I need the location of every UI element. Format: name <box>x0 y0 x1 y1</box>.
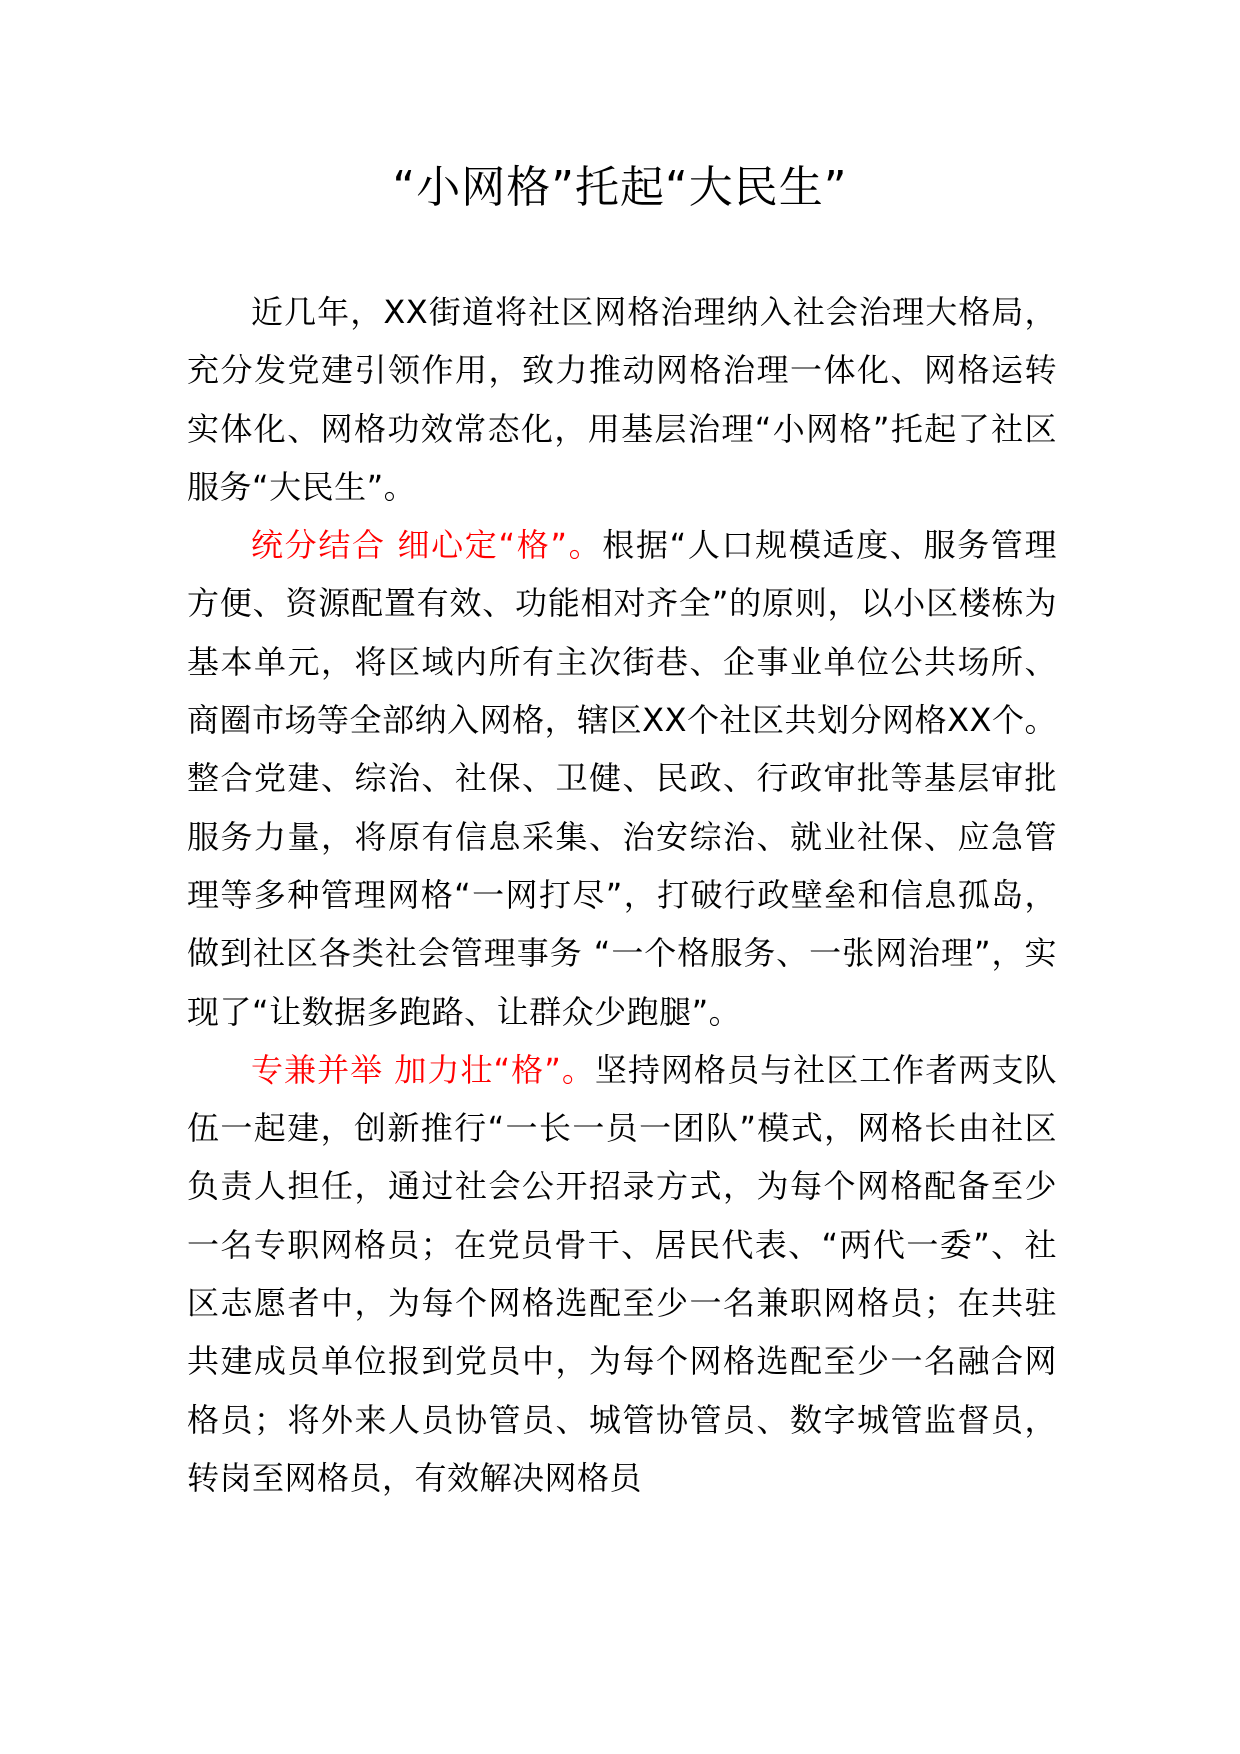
paragraph-section-1 <box>187 516 1057 1041</box>
document-title: “小网格”托起“大民生” <box>392 162 848 213</box>
paragraph-intro-text: 近几年，XX街道将社区网格治理纳入社会治理大格局，充分发党建引领作用，致力推动网格治理一体化、网格运转实体化、网格功效常态化，用基层治理“小网格”托起了社区服务“大民生”。 <box>187 293 1057 506</box>
document-body <box>187 283 1057 1507</box>
paragraph-section-2 <box>187 1041 1057 1507</box>
paragraph-intro <box>187 283 1057 516</box>
section-heading-1: 统分结合 细心定“格”。 <box>251 526 603 565</box>
paragraph-section-2-text: 坚持网格员与社区工作者两支队伍一起建，创新推行“一长一员一团队”模式，网格长由社区负责人担任，通过社会公开招录方式，为每个网格配备至少一名专职网格员；在党员骨干、居民代表、“两代一委”、社区志愿者中，为每个网格选配至少一名兼职网格员；在共驻共建成员单位报到党员中，为每个网格选配至少一名融合网格员；将外来人员协管员、城管协管员、数字城管监督员，转岗至网格员，有效解决网格员 <box>187 1050 1057 1497</box>
paragraph-section-1-text: 根据“人口规模适度、服务管理方便、资源配置有效、功能相对齐全”的原则，以小区楼栋为基本单元，将区域内所有主次街巷、企事业单位公共场所、商圈市场等全部纳入网格，辖区XX个社区共划分网格XX个。整合党建、综治、社保、卫健、民政、行政审批等基层审批服务力量，将原有信息采集、治安综治、就业社保、应急管理等多种管理网格“一网打尽”，打破行政壁垒和信息孤岛，做到社区各类社会管理事务 “一个格服务、一张网治理”，实现了“让数据多跑路、让群众少跑腿”。 <box>187 526 1057 1031</box>
section-heading-2: 专兼并举 加力壮“格”。 <box>251 1050 595 1089</box>
